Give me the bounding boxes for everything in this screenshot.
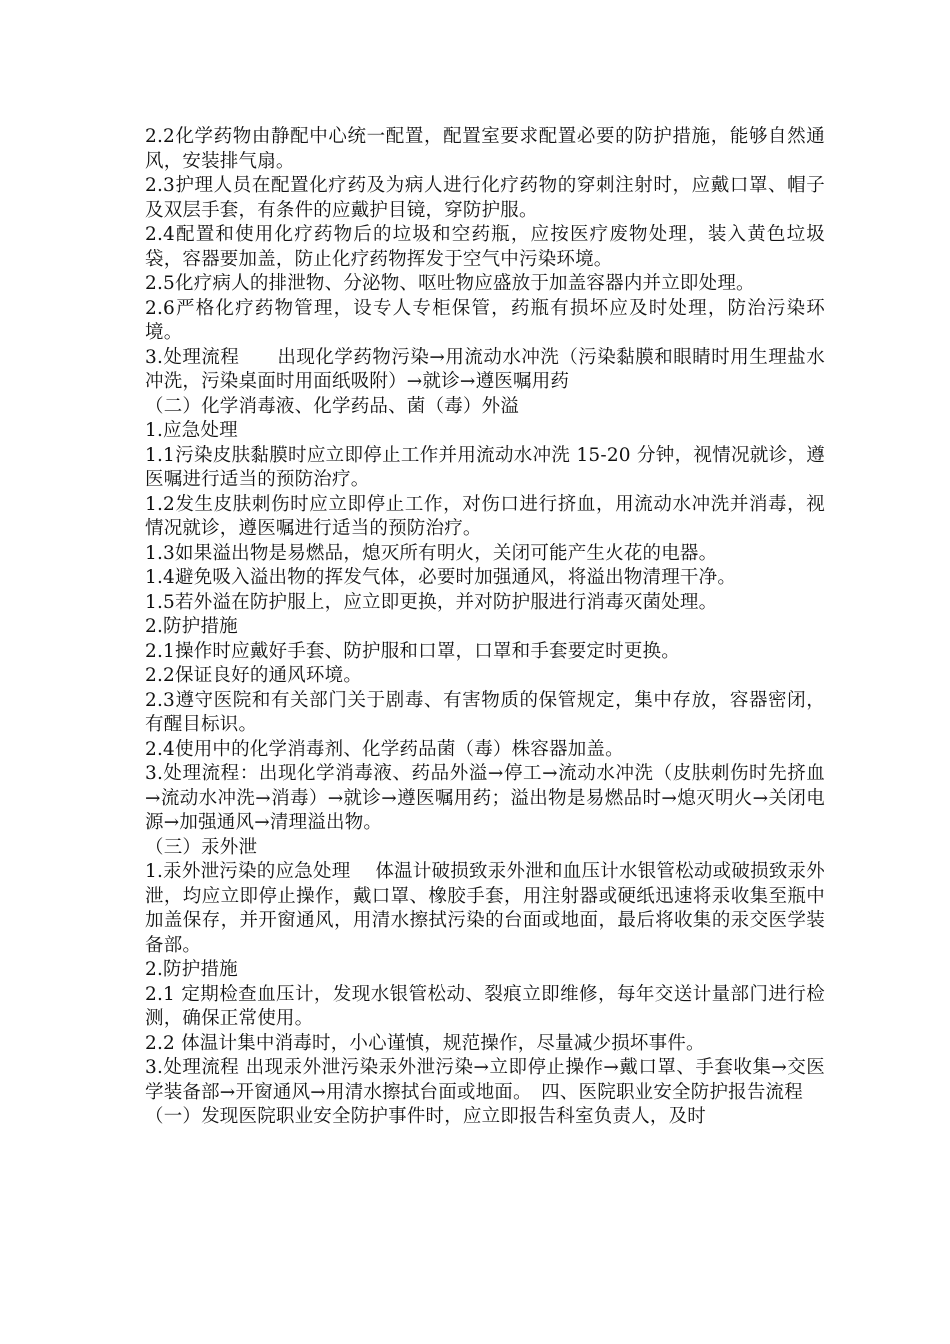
paragraph: 1.4避免吸入溢出物的挥发气体，必要时加强通风，将溢出物清理干净。 (145, 567, 737, 588)
section-heading: （二）化学消毒液、化学药品、菌（毒）外溢 (145, 395, 520, 417)
subsection-heading: 2.防护措施 (145, 959, 238, 980)
paragraph: 2.1 定期检查血压计，发现水银管松动、裂痕立即维修，每年交送计量部门进行检测，确保正常使用。 (145, 983, 825, 1029)
paragraph: （一）发现医院职业安全防护事件时，应立即报告科室负责人，及时 (145, 1106, 707, 1127)
paragraph: 2.3遵守医院和有关部门关于剧毒、有害物质的保管规定，集中存放，容器密闭，有醒目标识。 (145, 689, 825, 735)
paragraph: 2.5化疗病人的排泄物、分泌物、呕吐物应盛放于加盖容器内并立即处理。 (145, 273, 755, 294)
paragraph: 1.3如果溢出物是易燃品，熄灭所有明火，关闭可能产生火花的电器。 (145, 542, 718, 564)
paragraph: 1.2发生皮肤刺伤时应立即停止工作，对伤口进行挤血，用流动水冲洗并消毒，视情况就诊，遵医嘱进行适当的预防治疗。 (145, 493, 825, 539)
paragraph: 3.处理流程：出现化学消毒液、药品外溢→停工→流动水冲洗（皮肤刺伤时先挤血→流动水冲洗→消毒）→就诊→遵医嘱用药；溢出物是易燃品时→熄灭明火→关闭电源→加强通风→清理溢出物。 (145, 763, 825, 833)
document-body (145, 125, 825, 1130)
paragraph: 2.1操作时应戴好手套、防护服和口罩，口罩和手套要定时更换。 (145, 640, 680, 662)
paragraph: 2.4配置和使用化疗药物后的垃圾和空药瓶，应按医疗废物处理，装入黄色垃圾袋，容器要加盖，防止化疗药物挥发于空气中污染环境。 (145, 224, 825, 270)
paragraph: 3.处理流程 出现化学药物污染→用流动水冲洗（污染黏膜和眼睛时用生理盐水冲洗，污染桌面时用面纸吸附）→就诊→遵医嘱用药 (145, 346, 825, 392)
paragraph: 2.2 体温计集中消毒时，小心谨慎，规范操作，尽量减少损坏事件。 (145, 1032, 705, 1054)
paragraph: 1.1污染皮肤黏膜时应立即停止工作并用流动水冲洗 15-20 分钟，视情况就诊，遵医嘱进行适当的预防治疗。 (145, 444, 825, 490)
paragraph: 2.2化学药物由静配中心统一配置，配置室要求配置必要的防护措施，能够自然通风，安装排气扇。 (145, 126, 825, 172)
subsection-heading: 2.防护措施 (145, 616, 238, 637)
paragraph: 1.汞外泄污染的应急处理 体温计破损致汞外泄和血压计水银管松动或破损致汞外泄，均应立即停止操作，戴口罩、橡胶手套，用注射器或硬纸迅速将汞收集至瓶中加盖保存，并开窗通风，用清水擦拭污染的台面或地面，最后将收集的汞交医学装备部。 (145, 861, 825, 956)
paragraph: 2.3护理人员在配置化疗药及为病人进行化疗药物的穿刺注射时，应戴口罩、帽子及双层手套，有条件的应戴护目镜，穿防护服。 (145, 175, 825, 221)
section-heading: （三）汞外泄 (145, 836, 258, 858)
subsection-heading: 1.应急处理 (145, 420, 238, 441)
paragraph: 2.6严格化疗药物管理，设专人专柜保管，药瓶有损坏应及时处理，防治污染环境。 (145, 297, 825, 343)
paragraph: 2.2保证良好的通风环境。 (145, 665, 363, 686)
paragraph: 1.5若外溢在防护服上，应立即更换，并对防护服进行消毒灭菌处理。 (145, 591, 718, 613)
paragraph: 2.4使用中的化学消毒剂、化学药品菌（毒）株容器加盖。 (145, 738, 624, 760)
paragraph: 3.处理流程 出现汞外泄污染汞外泄污染→立即停止操作→戴口罩、手套收集→交医学装备部→开窗通风→用清水擦拭台面或地面。 四、医院职业安全防护报告流程 (145, 1057, 825, 1103)
